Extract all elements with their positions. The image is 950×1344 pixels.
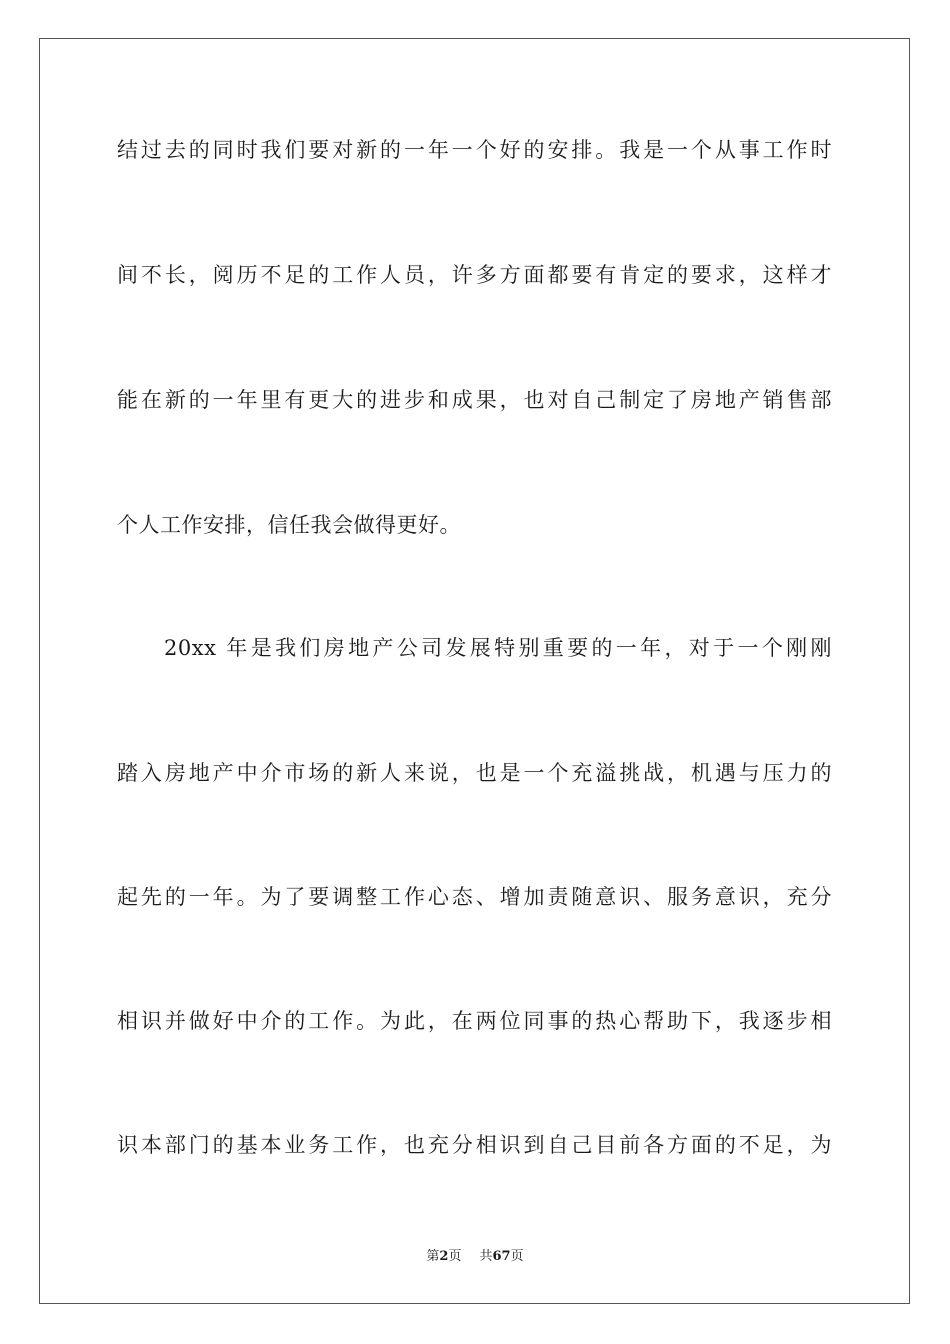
footer-total-pages: 67 [492,1249,511,1264]
text-line-3: 能在新的一年里有更大的进步和成果，也对自己制定了房地产销售部 [117,388,832,412]
page-footer [0,1247,950,1267]
text-line-1: 结过去的同时我们要对新的一年一个好的安排。我是一个从事工作时 [117,138,832,162]
footer-total-suffix: 页 [510,1249,524,1264]
footer-page-number: 2 [439,1249,449,1264]
text-line-5: 20xx 年是我们房地产公司发展特别重要的一年，对于一个刚刚 [164,636,832,660]
text-line-2: 间不长，阅历不足的工作人员，许多方面都要有肯定的要求，这样才 [117,263,832,287]
footer-total-prefix: 共 [479,1249,493,1264]
footer-page-suffix: 页 [448,1249,462,1264]
text-line-6: 踏入房地产中介市场的新人来说，也是一个充溢挑战，机遇与压力的 [117,761,832,785]
footer-page-prefix: 第 [426,1249,440,1264]
text-line-4: 个人工作安排，信任我会做得更好。 [117,513,461,537]
page-border [39,38,910,1304]
text-line-8: 相识并做好中介的工作。为此，在两位同事的热心帮助下，我逐步相 [117,1009,832,1033]
text-line-9: 识本部门的基本业务工作，也充分相识到自己目前各方面的不足，为 [117,1133,832,1157]
text-line-7: 起先的一年。为了要调整工作心态、增加责随意识、服务意识，充分 [117,885,832,909]
